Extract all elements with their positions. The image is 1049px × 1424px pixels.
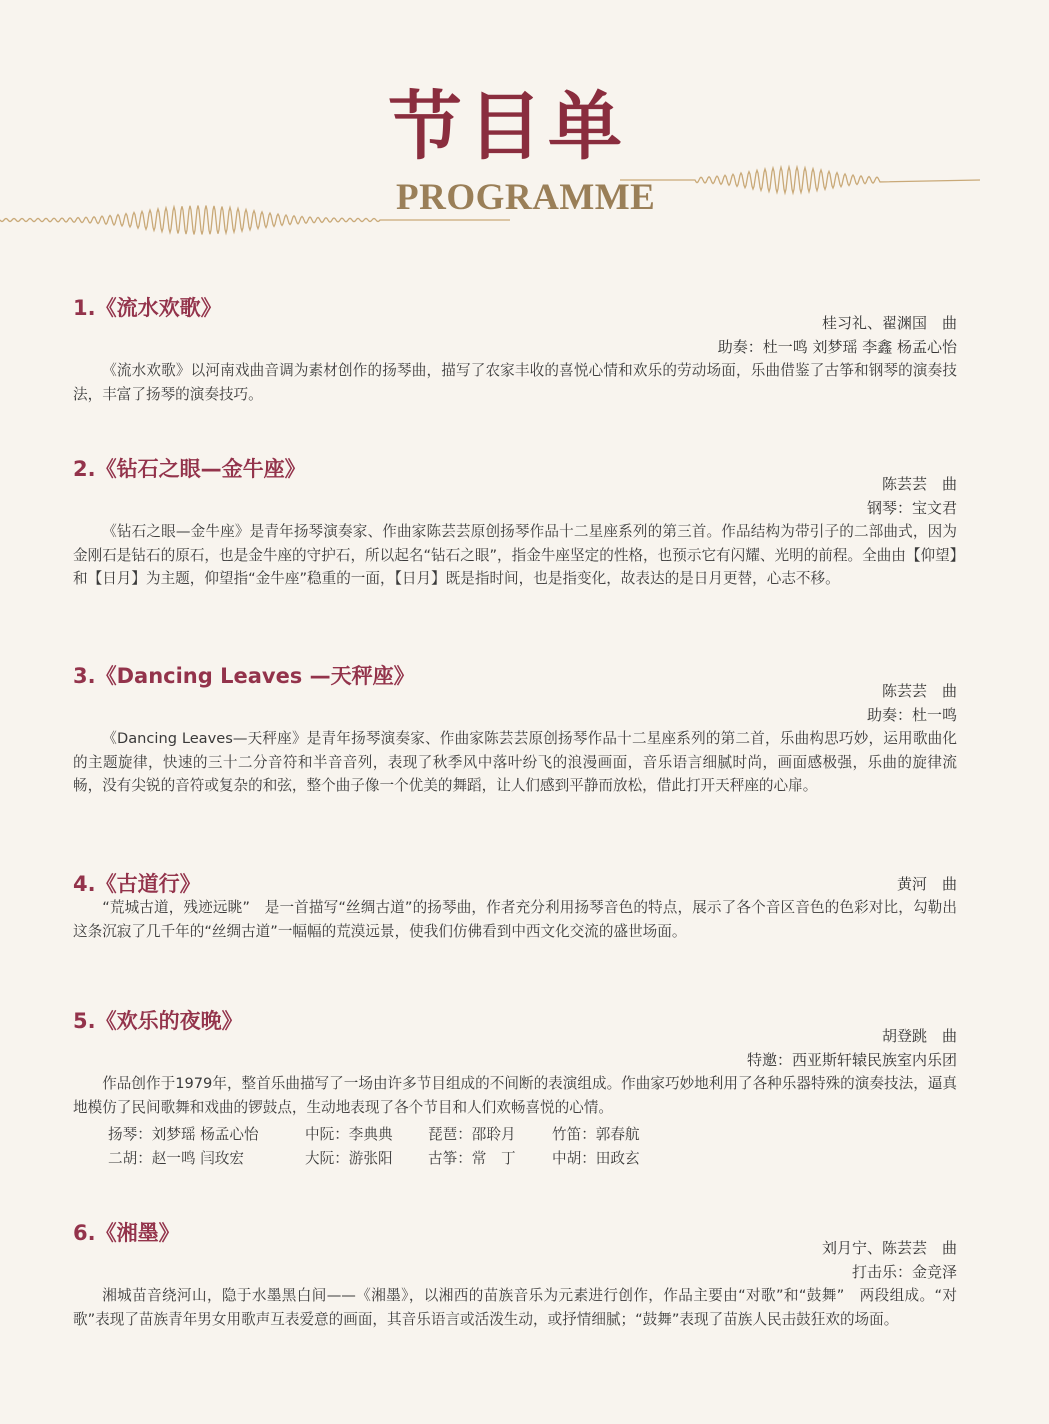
program-item-3 xyxy=(73,663,957,798)
program-performers: 特邀：西亚斯轩辕民族室内乐团 xyxy=(746,1051,957,1069)
program-description: 《流水欢歌》以河南戏曲音调为素材创作的扬琴曲，描写了农家丰收的喜悦心情和欢乐的劳动场面，乐曲借鉴了古筝和钢琴的演奏技法，丰富了扬琴的演奏技巧。 xyxy=(73,362,957,403)
program-composer: 陈芸芸 曲 xyxy=(881,475,957,493)
roster-entry: 竹笛：郭春航 xyxy=(552,1126,640,1144)
program-description: “荒城古道，残迹远眺” 是一首描写“丝绸古道”的扬琴曲，作者充分利用扬琴音色的特点，展示了各个音区音色的色彩对比，勾勒出这条沉寂了几千年的“丝绸古道”一幅幅的荒漠远景，使我们仿佛看到中西文化交流的盛世场面。 xyxy=(73,899,957,940)
program-item-1 xyxy=(73,295,957,406)
program-performers: 助奏：杜一鸣 刘梦瑶 李鑫 杨孟心怡 xyxy=(717,338,957,356)
program-title: 5.《欢乐的夜晚》 xyxy=(73,1009,243,1033)
program-title: 4.《古道行》 xyxy=(73,872,201,896)
program-description: 湘城苗音绕河山，隐于水墨黑白间——《湘墨》，以湘西的苗族音乐为元素进行创作，作品主要由“对歌”和“鼓舞” 两段组成。“对歌”表现了苗族青年男女用歌声互表爱意的画面，其音乐语言或活泼生动，或抒情细腻；“鼓舞”表现了苗族人民击鼓狂欢的场面。 xyxy=(73,1287,957,1328)
program-title: 2.《钻石之眼—金牛座》 xyxy=(73,457,306,481)
program-item-2 xyxy=(73,456,957,591)
page-title: 节目单 xyxy=(388,84,628,170)
program-title: 3.《Dancing Leaves —天秤座》 xyxy=(73,664,415,688)
program-item-4 xyxy=(73,871,957,943)
page-subtitle: PROGRAMME xyxy=(396,177,656,218)
program-title: 6.《湘墨》 xyxy=(73,1221,180,1245)
roster-entry: 中胡：田政玄 xyxy=(552,1149,640,1167)
program-performers: 钢琴：宝文君 xyxy=(866,499,957,517)
program-description: 作品创作于1979年，整首乐曲描写了一场由许多节目组成的不间断的表演组成。作曲家巧妙地利用了各种乐器特殊的演奏技法，逼真地模仿了民间歌舞和戏曲的锣鼓点，生动地表现了各个节目和人们欢畅喜悦的心情。 xyxy=(73,1075,957,1116)
wave-divider-top-right xyxy=(620,158,980,198)
program-description: 《Dancing Leaves—天秤座》是青年扬琴演奏家、作曲家陈芸芸原创扬琴作品十二星座系列的第二首，乐曲构思巧妙，运用歌曲化的主题旋律，快速的三十二分音符和半音音列，表现了秋季风中落叶纷飞的浪漫画面，音乐语言细腻时尚，画面感极强，乐曲的旋律流畅，没有尖锐的音符或复杂的和弦，整个曲子像一个优美的舞蹈，让人们感到平静而放松，借此打开天秤座的心扉。 xyxy=(73,730,957,795)
roster-entry: 古筝：常 丁 xyxy=(428,1149,516,1167)
program-item-6 xyxy=(73,1220,957,1331)
roster-entry: 琵琶：邵聆月 xyxy=(428,1126,516,1144)
program-composer: 陈芸芸 曲 xyxy=(881,682,957,700)
roster-entry: 大阮：游张阳 xyxy=(305,1149,393,1167)
program-performers: 打击乐：金竞泽 xyxy=(851,1263,957,1281)
roster-row xyxy=(108,1123,957,1147)
program-title: 1.《流水欢歌》 xyxy=(73,296,222,320)
roster-entry: 二胡：赵一鸣 闫玫宏 xyxy=(108,1149,244,1167)
roster-entry: 扬琴：刘梦瑶 杨孟心怡 xyxy=(108,1126,259,1144)
program-performers: 助奏：杜一鸣 xyxy=(866,706,957,724)
roster-row xyxy=(108,1147,957,1171)
program-composer: 刘月宁、陈芸芸 曲 xyxy=(821,1239,957,1257)
roster-entry: 中阮：李典典 xyxy=(305,1126,393,1144)
program-composer: 胡登跳 曲 xyxy=(881,1027,957,1045)
program-item-5 xyxy=(73,1008,957,1170)
program-description: 《钻石之眼—金牛座》是青年扬琴演奏家、作曲家陈芸芸原创扬琴作品十二星座系列的第三首。作品结构为带引子的二部曲式，因为金刚石是钻石的原石，也是金牛座的守护石，所以起名“钻石之眼”，指金牛座坚定的性格，也预示它有闪耀、光明的前程。全曲由【仰望】和【日月】为主题，仰望指“金牛座”稳重的一面，【日月】既是指时间，也是指变化，故表达的是日月更替，心志不移。 xyxy=(73,523,957,588)
program-composer: 桂习礼、翟渊国 曲 xyxy=(821,314,957,332)
program-composer: 黄河 曲 xyxy=(896,875,957,893)
wave-divider-left xyxy=(0,198,510,248)
performer-roster xyxy=(108,1123,957,1170)
